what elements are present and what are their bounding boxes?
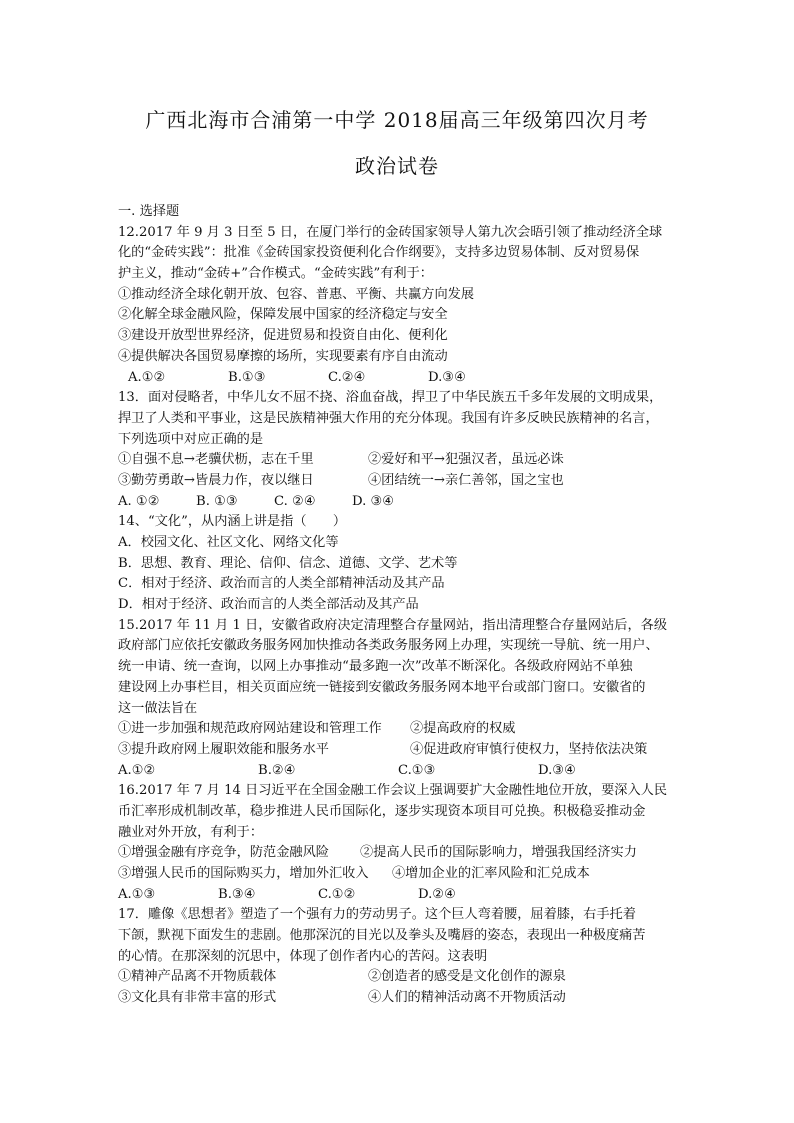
question-stem-line: 16.2017 年 7 月 14 日习近平在全国金融工作会议上强调要扩大金融性地位开放，要深入人民 — [118, 783, 668, 799]
option-item: ②提高人民币的国际影响力，增强我国经济实力 — [360, 845, 637, 861]
answer-c: C.①② — [318, 886, 356, 902]
option-row — [118, 450, 678, 471]
option-item: ①进一步加强和规范政府网站建设和管理工作 — [118, 721, 382, 737]
option-line: C．相对于经济、政治而言的人类全部精神活动及其产品 — [118, 576, 445, 592]
question-stem-line: 化的“金砖实践”：批准《金砖国家投资便利化合作纲要》，支持多边贸易体制、反对贸易保 — [118, 245, 640, 261]
option-row — [118, 719, 678, 740]
answer-c: C.②④ — [328, 369, 366, 385]
answer-a: A.①③ — [118, 886, 156, 902]
answer-choices — [118, 761, 678, 782]
option-item: ①自强不息→老骥伏枥，志在千里 — [118, 452, 314, 468]
answer-b: B. ①③ — [196, 493, 238, 509]
answer-a: A.①② — [118, 762, 156, 778]
answer-b: B.②④ — [258, 762, 296, 778]
question-stem-line: 14、“文化”，从内涵上讲是指（ ） — [118, 514, 347, 530]
option-item: ①精神产品离不开物质载体 — [118, 969, 277, 985]
question-stem-line: 13．面对侵略者，中华儿女不屈不挠、浴血奋战，捍卫了中华民族五千多年发展的文明成果， — [118, 390, 663, 406]
answer-a: A. ①② — [118, 493, 160, 509]
question-stem-line: 捍卫了人类和平事业，这是民族精神强大作用的充分体现。我国有许多反映民族精神的名言， — [118, 410, 659, 426]
option-line: ②化解全球金融风险，保障发展中国家的经济稳定与安全 — [118, 307, 448, 323]
answer-d: D.③④ — [538, 762, 576, 778]
option-item: ①增强金融有序竞争，防范金融风险 — [118, 845, 329, 861]
option-item: ③勤劳勇敢→皆晨力作，夜以继日 — [118, 472, 314, 488]
section-heading: 一. 选择题 — [118, 204, 180, 219]
option-item: ④促进政府审慎行使权力，坚持依法决策 — [410, 741, 648, 757]
option-row — [118, 988, 678, 1009]
question-stem-line: 融业对外开放，有利于： — [118, 824, 264, 840]
question-14 — [118, 512, 678, 615]
option-item: ③增强人民币的国际购买力，增加外汇收入 — [118, 866, 369, 881]
option-line: B．思想、教育、理论、信仰、信念、道德、文学、艺术等 — [118, 555, 458, 571]
option-line: ①推动经济全球化朝开放、包容、普惠、平衡、共赢方向发展 — [118, 286, 475, 302]
question-12 — [118, 223, 678, 389]
option-row — [118, 864, 678, 885]
question-stem-line: 下列选项中对应正确的是 — [118, 431, 264, 447]
option-line: ④提供解决各国贸易摩擦的场所，实现要素有序自由流动 — [118, 348, 448, 364]
page-subtitle: 政治试卷 — [355, 154, 439, 178]
question-stem-line: 15.2017 年 11 月 1 日，安徽省政府决定清理整合存量网站，指出清理整合存量网站后，各级 — [118, 617, 668, 633]
answer-choices — [118, 368, 678, 389]
answer-d: D. ③④ — [352, 493, 395, 509]
question-stem-line: 12.2017 年 9 月 3 日至 5 日，在厦门举行的金砖国家领导人第九次会晤引领了推动经济全球 — [118, 224, 663, 240]
option-row — [118, 740, 678, 761]
answer-c: C. ②④ — [274, 493, 316, 509]
question-16 — [118, 781, 678, 905]
option-line: D．相对于经济、政治而言的人类全部活动及其产品 — [118, 597, 419, 613]
question-stem-line: 17．雕像《思想者》塑造了一个强有力的劳动男子。这个巨人弯着腰，屈着膝，右手托着 — [118, 907, 636, 923]
question-stem-line: 建设网上办事栏目，相关页面应统一链接到安徽政务服务网本地平台或部门窗口。安徽省的 — [118, 679, 646, 695]
question-stem-line: 下颌，默视下面发生的悲剧。他那深沉的目光以及拳头及嘴唇的姿态，表现出一种极度痛苦 — [118, 928, 646, 944]
exam-content — [118, 202, 678, 1009]
page-title: 广西北海市合浦第一中学 2018届高三年级第四次月考 — [145, 108, 649, 132]
question-stem-line: 护主义，推动“金砖+”合作模式。“金砖实践”有利于： — [118, 266, 433, 282]
question-stem-line: 政府部门应依托安徽政务服务网加快推动各类政务服务网上办理，实现统一导航、统一用户、 — [118, 638, 659, 654]
answer-d: D.②④ — [418, 886, 456, 902]
question-15 — [118, 616, 678, 782]
answer-b: B.③④ — [218, 886, 256, 902]
question-stem-line: 统一申请、统一查询，以网上办事推动“最多跑一次”改革不断深化。各级政府网站不单独 — [118, 659, 633, 675]
answer-choices — [118, 885, 678, 906]
answer-d: D.③④ — [428, 369, 466, 385]
answer-choices — [118, 492, 678, 513]
question-17 — [118, 905, 678, 1008]
option-item: ②创造者的感受是文化创作的源泉 — [368, 969, 566, 985]
option-item: ②爱好和平→犯强汉者，虽远必诛 — [368, 452, 564, 468]
question-stem-line: 这一做法旨在 — [118, 700, 198, 716]
option-item: ③提升政府网上履职效能和服务水平 — [118, 741, 329, 757]
answer-a: A.①② — [128, 369, 166, 385]
option-item: ③文化具有非常丰富的形式 — [118, 990, 277, 1006]
option-row — [118, 967, 678, 988]
option-item: ④人们的精神活动离不开物质活动 — [368, 990, 566, 1006]
option-line: A．校园文化、社区文化、网络文化等 — [118, 535, 339, 550]
question-stem-line: 的心情。在那深刻的沉思中，体现了创作者内心的苦闷。这表明 — [118, 948, 488, 964]
answer-b: B.①③ — [228, 369, 266, 385]
option-item: ②提高政府的权威 — [410, 721, 516, 737]
option-item: ④增加企业的汇率风险和汇兑成本 — [392, 866, 590, 881]
answer-c: C.①③ — [398, 762, 436, 778]
question-stem-line: 币汇率形成机制改革，稳步推进人民币国际化，逐步实现资本项目可兑换。积极稳妥推动金 — [118, 803, 646, 819]
option-row — [118, 471, 678, 492]
option-row — [118, 843, 678, 864]
option-line: ③建设开放型世界经济，促进贸易和投资自由化、便利化 — [118, 328, 448, 344]
question-13 — [118, 388, 678, 512]
option-item: ④团结统一→亲仁善邻，国之宝也 — [368, 472, 564, 488]
